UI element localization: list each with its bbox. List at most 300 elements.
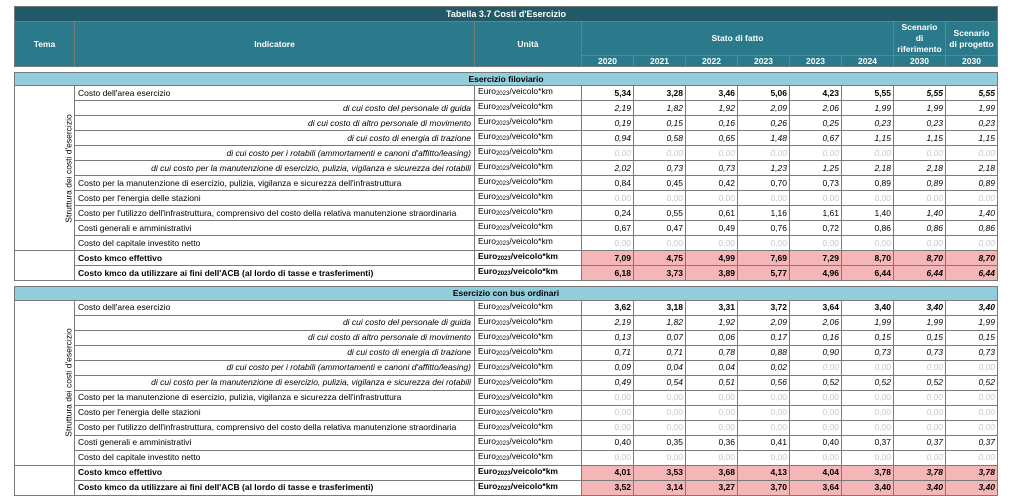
value-cell: 2,06 [790,315,842,330]
value-cell: 0,06 [686,330,738,345]
indicator-label: di cui costo di altro personale di movimento [75,116,475,131]
table-row [15,300,998,315]
table-row [15,221,998,236]
value-cell: 0,23 [842,116,894,131]
unit-cell [475,390,582,405]
indicator-label: Costo per l'energia delle stazioni [75,405,475,420]
value-cell: 0,88 [738,345,790,360]
table-title: Tabella 3.7 Costi d'Esercizio [15,7,998,22]
value-cell: 0,73 [946,345,998,360]
value-cell: 0,00 [790,450,842,465]
indicator-label: Costo del capitale investito netto [75,450,475,465]
value-cell: 4,99 [686,251,738,266]
value-cell: 0,07 [634,330,686,345]
value-cell: 0,65 [686,131,738,146]
unit-measure: /veicolo*km [509,116,553,127]
value-cell: 0,15 [946,330,998,345]
table-row [15,435,998,450]
value-cell: 3,89 [686,266,738,281]
value-cell: 0,00 [894,146,946,161]
tema-cell-empty [15,465,75,495]
value-cell: 0,35 [634,435,686,450]
value-cell: 0,86 [946,221,998,236]
indicator-label: Costi generali e amministrativi [75,221,475,236]
indicator-label: Costo per l'energia delle stazioni [75,191,475,206]
unit-cell [475,161,582,176]
value-cell: 0,73 [634,161,686,176]
unit-cell [475,405,582,420]
unit-measure: /veicolo*km [509,375,553,386]
unit-year: 2023 [495,181,510,188]
table-row [15,405,998,420]
value-cell: 2,18 [894,161,946,176]
value-cell: 0,00 [790,146,842,161]
value-cell: 0,00 [842,405,894,420]
value-cell: 0,71 [582,345,634,360]
value-cell: 1,15 [946,131,998,146]
value-cell: 0,00 [946,146,998,161]
value-cell: 0,23 [946,116,998,131]
value-cell: 0,52 [894,375,946,390]
value-cell: 0,25 [790,116,842,131]
value-cell: 0,40 [790,435,842,450]
value-cell: 0,52 [790,375,842,390]
unit-measure: /veicolo*km [510,480,558,491]
unit-measure: /veicolo*km [509,221,553,232]
value-cell: 0,15 [842,330,894,345]
unit-currency: Euro [478,221,496,232]
table-row [15,450,998,465]
indicator-label: Costo dell'area esercizio [75,300,475,315]
value-cell: 0,52 [842,375,894,390]
table-row [15,345,998,360]
unit-currency: Euro [478,266,498,277]
value-cell: 0,51 [686,375,738,390]
unit-cell [475,330,582,345]
unit-cell [475,345,582,360]
value-cell: 1,82 [634,315,686,330]
value-cell: 8,70 [842,251,894,266]
value-cell: 0,72 [790,221,842,236]
table-row [15,206,998,221]
value-cell: 0,00 [686,236,738,251]
unit-year: 2023 [497,271,511,278]
table-row [15,191,998,206]
unit-year: 2023 [495,305,510,312]
value-cell: 3,28 [634,86,686,101]
indicator-label: Costi generali e amministrativi [75,435,475,450]
unit-measure: /veicolo*km [509,86,553,97]
table-row [15,161,998,176]
value-cell: 0,00 [582,405,634,420]
unit-currency: Euro [478,405,496,416]
value-cell: 4,01 [582,465,634,480]
value-cell: 0,13 [582,330,634,345]
header-unita: Unità [475,22,582,67]
table-row [15,116,998,131]
table-body [15,67,998,496]
value-cell: 2,09 [738,315,790,330]
unit-year: 2023 [495,335,510,342]
table-row [15,375,998,390]
value-cell: 0,89 [894,176,946,191]
value-cell: 2,09 [738,101,790,116]
value-cell: 1,99 [946,101,998,116]
unit-currency: Euro [478,435,496,446]
unit-year: 2023 [495,410,510,417]
unit-year: 2023 [495,241,510,248]
value-cell: 3,52 [582,480,634,495]
unit-cell [475,266,582,281]
indicator-label: di cui costo di altro personale di movimento [75,330,475,345]
value-cell: 1,40 [946,206,998,221]
indicator-label: di cui costo di energia di trazione [75,345,475,360]
year-header-cell: 2023 [790,56,842,67]
unit-year: 2023 [495,226,510,233]
value-cell: 0,00 [842,360,894,375]
value-cell: 0,73 [842,345,894,360]
value-cell: 0,56 [738,375,790,390]
value-cell: 0,00 [634,236,686,251]
value-cell: 0,00 [738,146,790,161]
unit-measure: /veicolo*km [510,266,558,277]
value-cell: 0,86 [894,221,946,236]
unit-measure: /veicolo*km [509,236,553,247]
unit-year: 2023 [495,455,510,462]
value-cell: 0,00 [790,405,842,420]
value-cell: 4,04 [790,465,842,480]
unit-year: 2023 [495,365,510,372]
value-cell: 1,99 [946,315,998,330]
value-cell: 1,99 [842,101,894,116]
unit-cell [475,221,582,236]
unit-currency: Euro [478,116,496,127]
unit-cell [475,375,582,390]
value-cell: 8,70 [946,251,998,266]
value-cell: 3,14 [634,480,686,495]
indicator-label: di cui costo per i rotabili (ammortamenti e canoni d'affitto/leasing) [75,360,475,375]
value-cell: 1,99 [894,315,946,330]
value-cell: 0,17 [738,330,790,345]
value-cell: 0,76 [738,221,790,236]
value-cell: 3,40 [842,480,894,495]
indicator-label: Costo per la manutenzione di esercizio, pulizia, vigilanza e sicurezza dell'infrastruttura [75,176,475,191]
value-cell: 1,23 [738,161,790,176]
unit-currency: Euro [478,360,496,371]
value-cell: 1,40 [894,206,946,221]
indicator-label: di cui costo per la manutenzione di esercizio, pulizia, vigilanza e sicurezza dei rotabili [75,375,475,390]
value-cell: 3,68 [686,465,738,480]
unit-measure: /veicolo*km [509,345,553,356]
value-cell: 5,55 [946,86,998,101]
year-header-cell: 2030 [946,56,998,67]
value-cell: 0,00 [738,390,790,405]
unit-year: 2023 [495,380,510,387]
value-cell: 0,00 [946,450,998,465]
year-header-cell: 2024 [842,56,894,67]
value-cell: 0,73 [894,345,946,360]
value-cell: 2,06 [790,101,842,116]
value-cell: 0,00 [842,236,894,251]
unit-measure: /veicolo*km [509,191,553,202]
table-row [15,420,998,435]
value-cell: 0,89 [946,176,998,191]
unit-measure: /veicolo*km [509,315,553,326]
value-cell: 0,37 [842,435,894,450]
value-cell: 5,34 [582,86,634,101]
table-row [15,480,998,495]
section-title: Esercizio con bus ordinari [15,287,998,300]
header-indicatore: Indicatore [75,22,475,67]
unit-year: 2023 [495,440,510,447]
unit-cell [475,315,582,330]
value-cell: 2,18 [842,161,894,176]
tema-label: Struttura dei costi d'esercizio [63,328,74,437]
indicator-label: Costo kmco da utilizzare ai fini dell'ACB (al lordo di tasse e trasferimenti) [75,480,475,495]
value-cell: 0,00 [946,236,998,251]
value-cell: 0,00 [894,390,946,405]
value-cell: 3,73 [634,266,686,281]
unit-year: 2023 [495,121,510,128]
unit-measure: /veicolo*km [509,420,553,431]
indicator-label: Costo per l'utilizzo dell'infrastruttura, comprensivo del costo della relativa manutenzione straordinaria [75,420,475,435]
value-cell: 3,40 [894,480,946,495]
unit-cell [475,251,582,266]
value-cell: 0,16 [686,116,738,131]
unit-measure: /veicolo*km [509,435,553,446]
value-cell: 0,49 [686,221,738,236]
indicator-label: Costo del capitale investito netto [75,236,475,251]
value-cell: 0,00 [946,405,998,420]
value-cell: 3,64 [790,300,842,315]
unit-cell [475,146,582,161]
unit-year: 2023 [495,151,510,158]
value-cell: 0,23 [894,116,946,131]
unit-currency: Euro [478,315,496,326]
value-cell: 2,19 [582,101,634,116]
value-cell: 0,00 [894,360,946,375]
table-row [15,360,998,375]
tema-cell [15,86,75,251]
unit-cell [475,176,582,191]
unit-currency: Euro [478,191,496,202]
unit-currency: Euro [478,450,496,461]
value-cell: 2,02 [582,161,634,176]
value-cell: 0,00 [842,450,894,465]
value-cell: 5,06 [738,86,790,101]
value-cell: 3,72 [738,300,790,315]
table-row [15,86,998,101]
unit-year: 2023 [495,211,510,218]
unit-year: 2023 [495,320,510,327]
value-cell: 0,15 [894,330,946,345]
value-cell: 3,46 [686,86,738,101]
unit-cell [475,236,582,251]
value-cell: 0,00 [894,450,946,465]
value-cell: 0,26 [738,116,790,131]
year-header-cell: 2020 [582,56,634,67]
value-cell: 0,00 [842,390,894,405]
value-cell: 0,00 [582,236,634,251]
unit-measure: /veicolo*km [509,405,553,416]
value-cell: 0,70 [738,176,790,191]
indicator-label: Costo kmco effettivo [75,251,475,266]
value-cell: 3,40 [894,300,946,315]
value-cell: 0,52 [946,375,998,390]
value-cell: 0,00 [894,405,946,420]
unit-year: 2023 [495,196,510,203]
value-cell: 0,00 [790,420,842,435]
value-cell: 0,00 [582,146,634,161]
unit-cell [475,450,582,465]
header-tema: Tema [15,22,75,67]
value-cell: 3,64 [790,480,842,495]
value-cell: 0,86 [842,221,894,236]
value-cell: 0,00 [946,191,998,206]
value-cell: 0,00 [894,236,946,251]
value-cell: 0,04 [634,360,686,375]
unit-cell [475,480,582,495]
unit-currency: Euro [478,161,496,172]
unit-cell [475,86,582,101]
value-cell: 0,00 [582,390,634,405]
unit-cell [475,131,582,146]
unit-year: 2023 [495,106,510,113]
value-cell: 1,16 [738,206,790,221]
year-header-cell: 2021 [634,56,686,67]
unit-currency: Euro [478,251,498,262]
table-row [15,266,998,281]
unit-year: 2023 [495,136,510,143]
value-cell: 0,00 [790,360,842,375]
unit-year: 2023 [495,166,510,173]
table-row [15,101,998,116]
value-cell: 0,73 [790,176,842,191]
unit-currency: Euro [478,176,496,187]
unit-currency: Euro [478,390,496,401]
unit-measure: /veicolo*km [509,176,553,187]
section-header-row [15,287,998,300]
unit-currency: Euro [478,86,496,97]
value-cell: 1,92 [686,101,738,116]
value-cell: 0,00 [738,405,790,420]
header-scenario-riferimento: Scenario di riferimento [894,22,946,56]
value-cell: 1,61 [790,206,842,221]
value-cell: 0,89 [842,176,894,191]
value-cell: 6,44 [842,266,894,281]
unit-year: 2023 [497,470,511,477]
unit-cell [475,206,582,221]
value-cell: 7,69 [738,251,790,266]
value-cell: 0,00 [634,191,686,206]
indicator-label: di cui costo per i rotabili (ammortamenti e canoni d'affitto/leasing) [75,146,475,161]
value-cell: 0,67 [790,131,842,146]
unit-measure: /veicolo*km [509,146,553,157]
value-cell: 2,19 [582,315,634,330]
unit-currency: Euro [478,465,498,476]
value-cell: 0,00 [946,390,998,405]
unit-currency: Euro [478,420,496,431]
value-cell: 0,00 [894,191,946,206]
value-cell: 0,37 [894,435,946,450]
value-cell: 0,00 [634,420,686,435]
unit-year: 2023 [495,395,510,402]
table-row [15,146,998,161]
unit-measure: /veicolo*km [509,161,553,172]
value-cell: 0,00 [738,420,790,435]
value-cell: 2,18 [946,161,998,176]
value-cell: 0,00 [686,390,738,405]
value-cell: 0,00 [686,405,738,420]
unit-cell [475,435,582,450]
unit-measure: /veicolo*km [510,465,558,476]
unit-year: 2023 [495,350,510,357]
value-cell: 0,00 [582,420,634,435]
table-row [15,176,998,191]
indicator-label: Costo kmco da utilizzare ai fini dell'ACB (al lordo di tasse e trasferimenti) [75,266,475,281]
table-row [15,131,998,146]
value-cell: 4,13 [738,465,790,480]
value-cell: 0,47 [634,221,686,236]
unit-measure: /veicolo*km [509,131,553,142]
value-cell: 0,00 [790,191,842,206]
value-cell: 5,55 [894,86,946,101]
value-cell: 1,15 [894,131,946,146]
value-cell: 0,49 [582,375,634,390]
value-cell: 0,00 [894,420,946,435]
cost-table-container [14,6,997,496]
value-cell: 0,37 [946,435,998,450]
value-cell: 0,00 [738,236,790,251]
table-row [15,251,998,266]
value-cell: 0,16 [790,330,842,345]
value-cell: 0,36 [686,435,738,450]
value-cell: 0,00 [738,191,790,206]
value-cell: 3,31 [686,300,738,315]
value-cell: 0,40 [582,435,634,450]
section-header-row [15,73,998,86]
indicator-label: Costo per l'utilizzo dell'infrastruttura, comprensivo del costo della relativa manutenzione straordinaria [75,206,475,221]
value-cell: 0,94 [582,131,634,146]
value-cell: 1,82 [634,101,686,116]
value-cell: 0,09 [582,360,634,375]
value-cell: 0,24 [582,206,634,221]
value-cell: 4,96 [790,266,842,281]
unit-cell [475,420,582,435]
unit-year: 2023 [497,256,511,263]
value-cell: 0,61 [686,206,738,221]
value-cell: 0,00 [790,390,842,405]
header-stato-di-fatto: Stato di fatto [582,22,894,56]
value-cell: 0,00 [634,146,686,161]
value-cell: 6,44 [894,266,946,281]
indicator-label: di cui costo del personale di guida [75,315,475,330]
value-cell: 1,25 [790,161,842,176]
value-cell: 0,73 [686,161,738,176]
unit-currency: Euro [478,131,496,142]
value-cell: 0,04 [686,360,738,375]
indicator-label: di cui costo per la manutenzione di esercizio, pulizia, vigilanza e sicurezza dei rotabili [75,161,475,176]
value-cell: 0,00 [686,191,738,206]
tema-label: Struttura dei costi d'esercizio [63,114,74,223]
unit-currency: Euro [478,375,496,386]
header-scenario-progetto: Scenario di progetto [946,22,998,56]
value-cell: 7,09 [582,251,634,266]
value-cell: 3,40 [842,300,894,315]
unit-cell [475,360,582,375]
year-header-cell: 2022 [686,56,738,67]
unit-year: 2023 [497,485,511,492]
